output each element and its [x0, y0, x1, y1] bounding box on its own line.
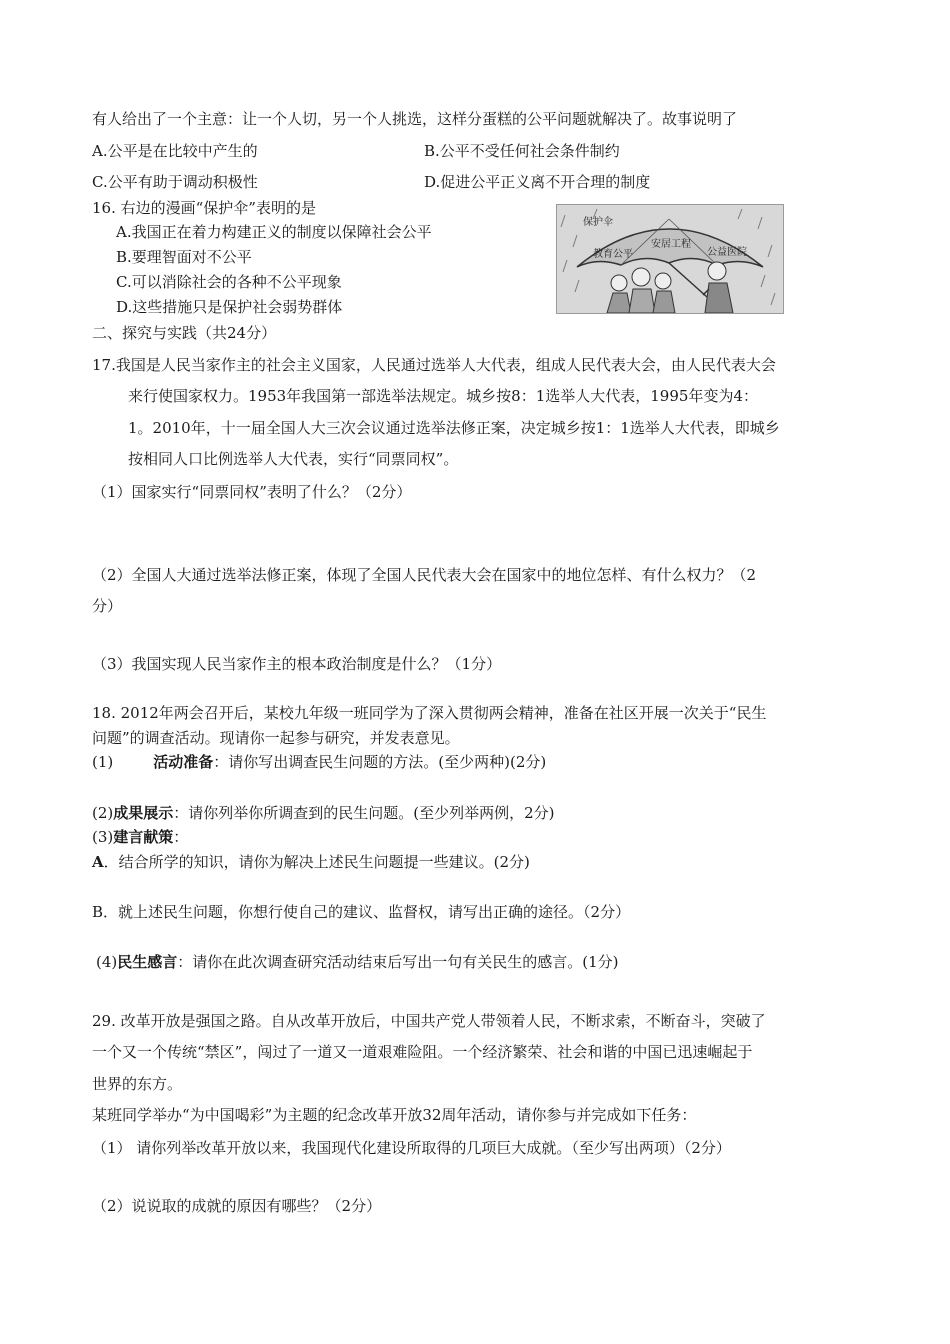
cartoon-label-top: 保护伞	[583, 217, 613, 228]
umbrella-cartoon	[556, 204, 784, 314]
q18-part-3	[92, 827, 188, 847]
q29-sub-1: （1） 请你列举改革开放以来，我国现代化建设所取得的几项巨大成就。（至少写出两项）（2分）	[92, 1139, 731, 1157]
q17-line-2: 来行使国家权力。1953年我国第一部选举法规定。城乡按8：1选举人大代表，1995年变为4：	[128, 387, 758, 405]
cartoon-label-education: 教育公平	[593, 249, 633, 260]
q18-part-3a	[92, 852, 530, 872]
q15-option-b: B.公平不受任何社会条件制约	[424, 142, 620, 160]
q18-part-4-number: (4)	[96, 953, 118, 971]
q29-line-3: 世界的东方。	[92, 1075, 183, 1093]
q17-line-1: 17.我国是人民当家作主的社会主义国家，人民通过选举人大代表，组成人民代表大会，由人民代表大会	[92, 356, 776, 374]
q15-stem-tail: 有人给出了一个主意：让一个人切，另一个人挑选，这样分蛋糕的公平问题就解决了。故事说明了	[92, 110, 738, 128]
q18-part-1-number: (1)	[92, 753, 114, 771]
q18-part-3-number: (3)	[92, 828, 114, 846]
q16-stem: 16. 右边的漫画“保护伞”表明的是	[92, 199, 316, 217]
q16-option-d: D.这些措施只是保护社会弱势群体	[116, 298, 343, 316]
section-2-title: 二、探究与实践（共24分）	[92, 324, 277, 342]
q18-part-3-text: ：	[173, 828, 189, 846]
q15-option-c: C.公平有助于调动积极性	[92, 173, 258, 191]
q15-option-a: A.公平是在比较中产生的	[92, 142, 258, 160]
q16-option-b: B.要理智面对不公平	[116, 248, 252, 266]
q18-part-3-heading: 建言献策	[113, 828, 174, 846]
q17-sub-1: （1）国家实行“同票同权”表明了什么？（2分）	[92, 483, 412, 501]
q18-part-4-text: ：请你在此次调查研究活动结束后写出一句有关民生的感言。(1分)	[177, 953, 619, 971]
q18-part-4	[96, 952, 619, 972]
q18-part-1-heading: 活动准备	[153, 753, 214, 771]
q17-sub-2a: （2）全国人大通过选举法修正案，体现了全国人民代表大会在国家中的地位怎样、有什么权力？（2	[92, 566, 757, 584]
q16-option-a: A.我国正在着力构建正义的制度以保障社会公平	[116, 223, 432, 241]
q17-line-4: 按相同人口比例选举人大代表，实行“同票同权”。	[128, 450, 459, 468]
q18-part-2-number: (2)	[92, 804, 114, 822]
q29-sub-2: （2）说说取的成就的原因有哪些？（2分）	[92, 1197, 382, 1215]
q18-part-3b: B．就上述民生问题，你想行使自己的建议、监督权，请写出正确的途径。（2分）	[92, 903, 631, 921]
q18-line-2: 问题”的调查活动。现请你一起参与研究，并发表意见。	[92, 729, 460, 747]
q17-sub-2b: 分）	[92, 597, 123, 615]
q18-line-1: 18. 2012年两会召开后，某校九年级一班同学为了深入贯彻两会精神，准备在社区开展一次关于“民生	[92, 704, 767, 722]
cartoon-label-hospital: 公益医院	[707, 247, 747, 258]
q29-line-1: 29. 改革开放是强国之路。自从改革开放后，中国共产党人带领着人民，不断求索，不断奋斗，突破了	[92, 1012, 766, 1030]
q18-part-3a-label: A	[92, 853, 104, 871]
q29-line-4: 某班同学举办“为中国喝彩”为主题的纪念改革开放32周年活动，请你参与并完成如下任务：	[92, 1106, 697, 1124]
q18-part-1	[92, 752, 546, 772]
q17-sub-3: （3）我国实现人民当家作主的根本政治制度是什么？（1分）	[92, 655, 502, 673]
q18-part-2-heading: 成果展示	[113, 804, 174, 822]
q16-option-c: C.可以消除社会的各种不公平现象	[116, 273, 342, 291]
q18-part-2-text: ：请你列举你所调查到的民生问题。(至少列举两例，2分)	[173, 804, 555, 822]
cartoon-label-housing: 安居工程	[651, 239, 691, 250]
q18-part-3a-text: ．结合所学的知识，请你为解决上述民生问题提一些建议。(2分)	[103, 853, 530, 871]
q15-option-d: D.促进公平正义离不开合理的制度	[424, 173, 651, 191]
q18-part-1-text: ：请你写出调查民生问题的方法。(至少两种)(2分)	[213, 753, 547, 771]
q18-part-4-heading: 民生感言	[117, 953, 178, 971]
q29-line-2: 一个又一个传统“禁区”，闯过了一道又一道艰难险阻。一个经济繁荣、社会和谐的中国已迅速崛起于	[92, 1043, 753, 1061]
q17-line-3: 1。2010年，十一届全国人大三次会议通过选举法修正案，决定城乡按1：1选举人大代表，即城乡	[128, 419, 780, 437]
q18-part-2	[92, 803, 555, 823]
